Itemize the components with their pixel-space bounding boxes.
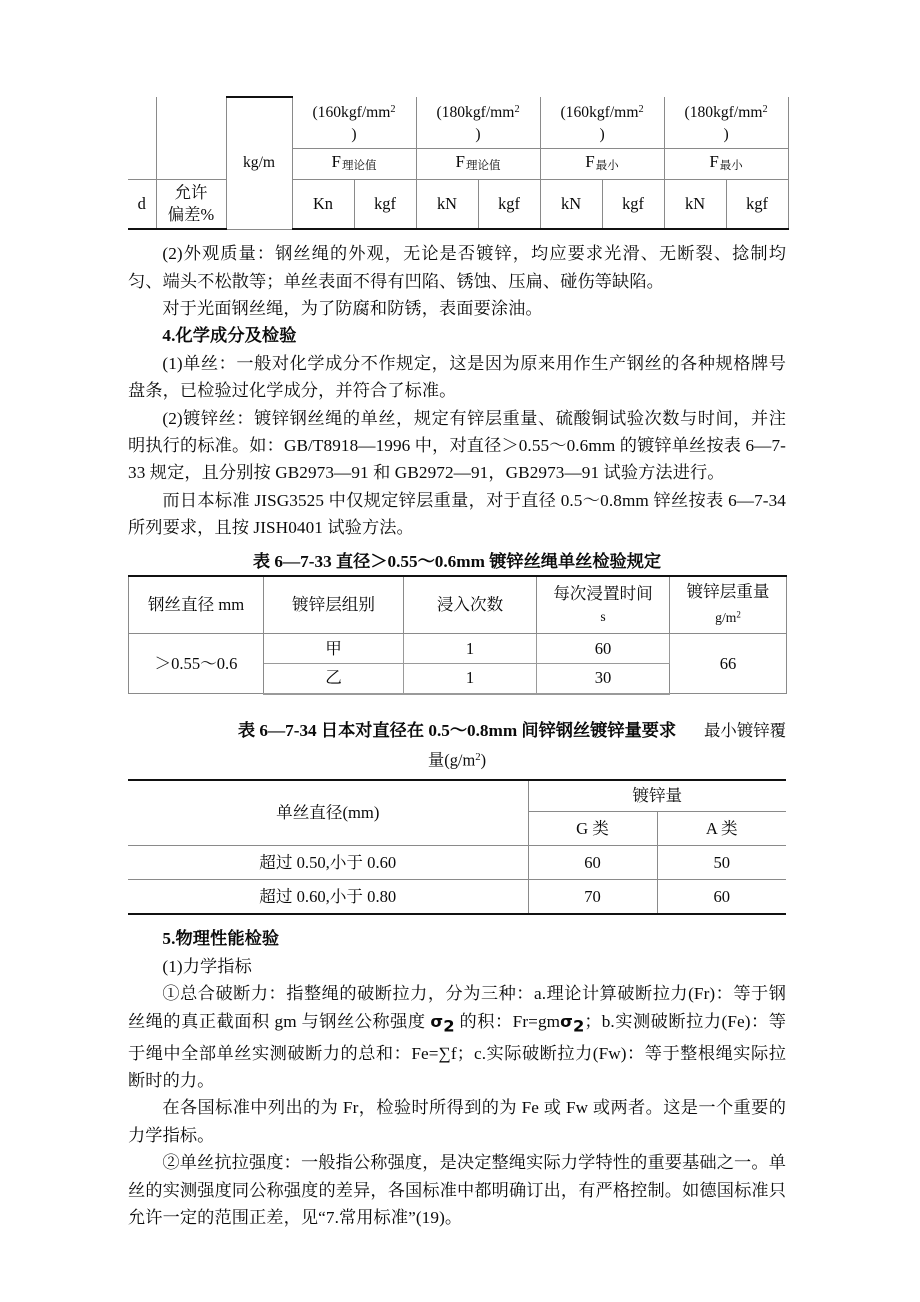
cell-unit-1: kgf [354, 180, 416, 230]
cell-unit-5: kgf [602, 180, 664, 230]
paragraph-fr-fe-fw: 在各国标准中列出的为 Fr，检验时所得到的为 Fe 或 Fw 或两者。这是一个重要的力学指标。 [128, 1098, 786, 1145]
heading-physical-properties: 5.物理性能检验 [162, 929, 280, 949]
header-wire-diameter [129, 576, 264, 634]
title-second-prefix: 量(g/m [427, 750, 476, 770]
header-line2: $g/m^2$ [715, 609, 741, 625]
table-row [128, 97, 788, 149]
table-6-7-34-title: 表 6—7-34 日本对直径在 0.5～0.8mm 间锌钢丝镀锌量要求 [237, 720, 677, 740]
exp-sq: 2 [475, 750, 481, 763]
table-6-7-33-title: 表 6—7-33 直径＞0.55～0.6mm 镀锌丝绳单丝检验规定 [252, 551, 662, 571]
exp-a: 2 [390, 104, 396, 115]
cell-diameter-0.50-0.60: 超过 0.50,小于 0.60 [128, 846, 528, 880]
p7-part-c: ；b.实测破断拉力(Fe)：等于绳中全部单丝实测破断力的总和：Fe=∑f；c.实际破断拉力(Fw)：等于整根绳实际拉断时的力。 [128, 1011, 787, 1090]
cell-f-theoretical-1 [292, 149, 416, 180]
cell-g-class-60: 60 [528, 846, 657, 880]
f-symbol: F [455, 152, 465, 172]
f-symbol: F [331, 152, 341, 172]
cell-unit-7: kgf [726, 180, 788, 230]
cell-unit-0: Kn [292, 180, 354, 230]
cell-160kgf-minimum [540, 97, 664, 149]
header-zinc-layer-group [264, 576, 404, 634]
f-subscript: 理论值 [466, 160, 501, 173]
exp-d: 2 [762, 104, 768, 115]
prefix-160-a: (160kgf/mm [312, 104, 391, 122]
cell-dips-1: 1 [404, 664, 537, 694]
f-symbol: F [585, 152, 595, 172]
p7-part-b: 的积：Fr=gm [454, 1011, 561, 1031]
spacer [128, 695, 786, 717]
cell-tolerance-label [156, 180, 226, 230]
header-class-a: A 类 [657, 812, 786, 846]
f-subscript: 最小 [719, 160, 743, 173]
f-subscript: 最小 [595, 160, 619, 173]
table-row [128, 846, 786, 880]
table-row [129, 634, 787, 664]
paragraph-bright-rope-oil: 对于光面钢丝绳，为了防腐和防锈，表面要涂油。 [162, 299, 543, 319]
table-header-row [128, 780, 786, 812]
table-6-7-33 [128, 575, 787, 695]
cell-unit-2: kN [416, 180, 478, 230]
exp-sq: 2 [736, 609, 741, 620]
table-row [128, 880, 786, 915]
cell-f-theoretical-2 [416, 149, 540, 180]
cell-f-minimum-1 [540, 149, 664, 180]
cell-dips-1: 1 [404, 634, 537, 664]
cell-group-jia: 甲 [264, 634, 404, 664]
paragraph-tensile-strength: ②单丝抗拉强度：一般指公称强度，是决定整绳实际力学特性的重要基础之一。单丝的实测强度同公称强度的差异，各国标准中都明确订出，有严格控制。如德国标准只允许一定的范围正差，见“7.常用标准”(19)。 [128, 1153, 786, 1228]
paragraph-galvanized-wire: (2)镀锌丝：镀锌钢丝绳的单丝，规定有锌层重量、硫酸铜试验次数与时间，并注明执行的标准。如：GB/T8918—1996 中，对直径＞0.55～0.6mm 的镀锌单丝按表 6—7-33 规定，且分别按 GB2973—91 和 GB2972—91，GB2973—91 试验方法进行。 [128, 408, 786, 483]
paragraph-total-breaking-force [128, 980, 786, 1094]
header-line1: 镀锌层组别 [292, 595, 375, 615]
cell-time-30: 30 [537, 664, 670, 694]
continued-table-fragment [128, 96, 789, 230]
header-line1: 镀锌层重量 [686, 582, 770, 602]
prefix-180-b: (180kgf/mm [684, 104, 763, 122]
header-class-g: G 类 [528, 812, 657, 846]
paren-c: ) [599, 126, 605, 144]
sigma-symbol: σ [430, 1011, 444, 1031]
header-single-wire-diameter: 单丝直径(mm) [128, 780, 528, 846]
paragraph-single-wire: (1)单丝：一般对化学成分不作规定，这是因为原来用作生产钢丝的各种规格牌号盘条，已检验过化学成分，并符合了标准。 [128, 353, 786, 401]
exp-b: 2 [514, 104, 520, 115]
sigma-subscript: 2 [443, 1016, 455, 1036]
page-content [128, 96, 786, 1231]
cell-unit-4: kN [540, 180, 602, 230]
cell-g-class-70: 70 [528, 880, 657, 915]
cell-unit-6: kN [664, 180, 726, 230]
cell-unit-3: kgf [478, 180, 540, 230]
header-immersion-time [537, 576, 670, 634]
table-6-7-34-title-second-line [128, 744, 786, 773]
tolerance-line1: 允许 [174, 183, 208, 203]
cell-group-yi: 乙 [264, 664, 404, 694]
exp-c: 2 [638, 104, 644, 115]
cell-time-60: 60 [537, 634, 670, 664]
paren-a: ) [351, 126, 357, 144]
paragraph-japanese-standard: 而日本标准 JISG3525 中仅规定锌层重量，对于直径 0.5～0.8mm 锌丝按表 6—7-34 所列要求，且按 JISH0401 试验方法。 [128, 490, 786, 538]
table-6-7-34-title-block [128, 717, 786, 774]
cell-f-minimum-2 [664, 149, 788, 180]
f-symbol: F [709, 152, 719, 172]
cell-zinc-weight-66: 66 [670, 634, 787, 694]
cell-d-label: d [128, 180, 156, 230]
paren-d: ) [723, 126, 729, 144]
table-6-7-34 [128, 779, 786, 915]
cell-diameter-0.60-0.80: 超过 0.60,小于 0.80 [128, 880, 528, 915]
header-line1: 浸入次数 [436, 595, 504, 615]
table-6-7-34-title-suffix: 最小镀锌覆 [704, 720, 786, 740]
header-line2: s [600, 608, 606, 624]
header-zinc-weight [670, 576, 787, 634]
header-dip-count [404, 576, 537, 634]
heading-chemical-composition: 4.化学成分及检验 [162, 326, 297, 346]
cell-160kgf-theoretical [292, 97, 416, 149]
prefix-180-a: (180kgf/mm [436, 104, 515, 122]
cell-blank-d [128, 97, 156, 180]
paragraph-mechanical-index: (1)力学指标 [162, 956, 252, 976]
cell-kg-per-m: kg/m [226, 97, 292, 229]
cell-diameter-range: ＞0.55～0.6 [129, 634, 264, 694]
p7-part-a: ①总合破断力：指整绳的破断拉力，分为三种：a.理论计算破断拉力(Fr)：等于钢丝绳的真正截面积 gm 与钢丝公称强度 [128, 984, 786, 1031]
tolerance-line2: 偏差% [167, 205, 215, 225]
table-header-row [129, 576, 787, 634]
paren-b: ) [475, 126, 481, 144]
prefix-160-b: (160kgf/mm [560, 104, 639, 122]
cell-180kgf-theoretical [416, 97, 540, 149]
paragraph-appearance-quality: (2)外观质量：钢丝绳的外观，无论是否镀锌，均应要求光滑、无断裂、捻制均匀、端头不松散等；单丝表面不得有凹陷、锈蚀、压扁、碰伤等缺陷。 [128, 244, 786, 291]
header-line1: 每次浸置时间 [553, 583, 653, 603]
cell-blank-tolerance [156, 97, 226, 180]
spacer [128, 915, 786, 925]
header-zinc-amount: 镀锌量 [528, 780, 786, 812]
sigma-subscript-2: 2 [572, 1016, 585, 1036]
spacer [128, 230, 786, 240]
f-subscript: 理论值 [341, 160, 377, 173]
header-line1: 钢丝直径 mm [147, 595, 245, 615]
cell-180kgf-minimum [664, 97, 788, 149]
cell-a-class-60: 60 [657, 880, 786, 915]
cell-a-class-50: 50 [657, 846, 786, 880]
sigma-symbol-2: σ [560, 1011, 573, 1031]
title-second-suffix: ) [480, 750, 487, 770]
